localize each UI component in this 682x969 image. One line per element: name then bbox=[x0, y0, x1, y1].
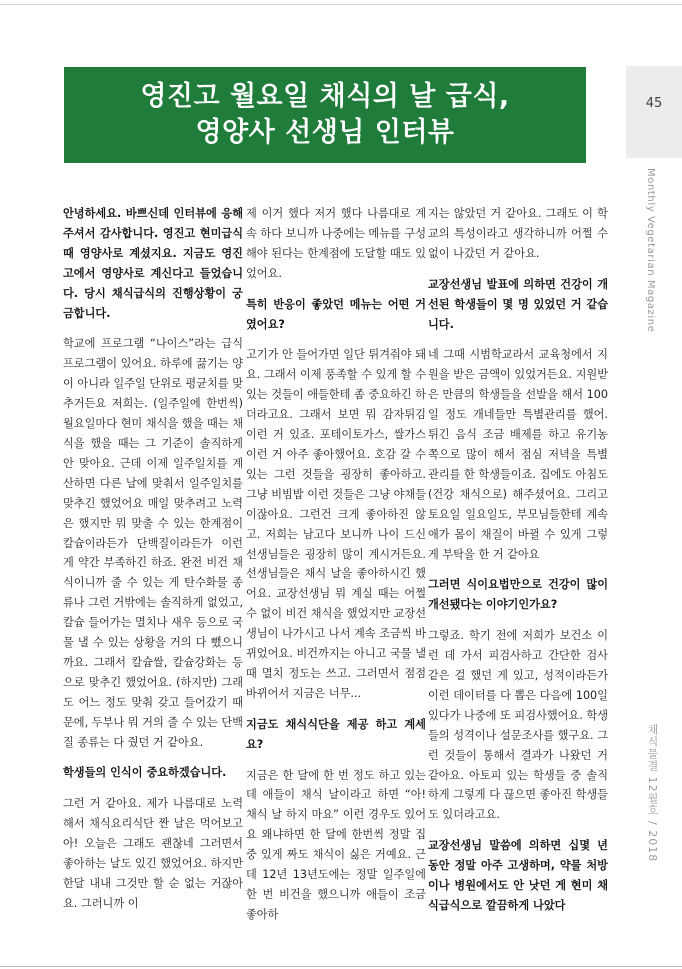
interview-question: 교장선생님 발표에 의하면 건강이 개선된 학생들이 몇 명 있었던 거 같습니다. bbox=[428, 277, 608, 331]
interview-answer: 그런 거 같아요. 제가 나름대로 노력해서 채식요리식단 짠 날은 먹어보고 아! 오늘은 그래도 괜찮네 그러면서 좋아하는 날도 있긴 했었어요. 하지만 한달 내내 그것만 할 순 없는 거잖아요. 그러니까 이 bbox=[63, 797, 243, 910]
interview-question: 지금도 채식식단을 제공 하고 계세요? bbox=[246, 717, 426, 751]
interview-answer: 고기가 안 들어가면 일단 튀겨줘야 돼요. 그래서 이제 풍족할 수 있게 할 수 있는 것들이 애들한테 좀 중요하긴 하더라고요. 그래서 보면 뭐 감자튀김 이런 거 있죠. 포테이토가스, 쌀가스 이런 거 아주 좋아했어요. 호감 갈 수 있는 그런 것들을 굉장히 좋아하고. 그냥 비빔밥 이런 것들은 그냥 야채들이잖아요. 그런건 크게 좋아하진 않고. 저희는 남고다 보니까 나이 드신 선생님들은 굉장히 많이 계시거든요. 선생님들은 채식 날을 좋아하시긴 했어요. 교장선생님 뭐 계실 때는 어쩔 수 없이 비건 채식을 했었지만 교장선생님이 나가시고 나서 계속 조금씩 바뀌었어요. 비건까지는 아니고 국물 낼 때 멸치 정도는 쓰고. 그러면서 점점 바뀌어서 지금은 너무... bbox=[246, 348, 426, 700]
text-column-3 bbox=[428, 204, 608, 927]
top-rule bbox=[0, 4, 682, 5]
article-title-banner bbox=[64, 67, 586, 163]
interview-question: 학생들의 인식이 중요하겠습니다. bbox=[63, 766, 227, 780]
article-title-line-1: 영진고 월요일 채식의 날 급식, bbox=[140, 81, 510, 112]
bottom-rule bbox=[0, 966, 682, 967]
interview-answer: 그렇죠. 학기 전에 저희가 보건소 이런 데 가서 피검사하고 간단한 검사 같은 걸 했던 게 있고, 성적이라든가 이런 데이터를 다 뽑은 다음에 100일 있다가 나중에 또 피검사했어요. 학생들의 성격이나 설문조사를 했구요. 그런 것들이 통해서 결과가 나왔던 거 같아요. 아토피 있는 학생들 중 솔직하게 그렇게 다 끊으면 좋아진 학생들도 있더라고요. bbox=[428, 629, 608, 822]
page-number: 45 bbox=[645, 96, 663, 111]
interview-answer: 학교에 프로그램 “나이스”라는 급식 프로그램이 있어요. 하루에 끓기는 양이 아니라 일주일 단위로 평균치를 맞추거든요 저희는. (일주일에 한번씩) 월요일마다 현미 채식을 했을 때는 채식을 했을 때는 그 기준이 솔직하게 안 맞아요. 근데 이제 일주일치를 계산하면 다른 날에 맞춰서 일주일치를 맞추긴 했었어요 매일 맞추려고 노력은 했지만 뭐 맞출 수 있는 한계점이 칼슘이라든가 단백질이라든가 이런 게 약간 부족하긴 하죠. 완전 비건 채식이니까 줄 수 있는 게 탄수화물 종류나 그런 거밖에는 솔직하게 없었고, 칼슘 들어가는 멸치나 새우 등으로 국물 낼 수 있는 상황을 거의 다 뺐으니까요. 그래서 칼슘쌀, 칼슘강화는 등으로 맞추긴 했었어요. (하지만) 그래도 어느 정도 맞춰 갖고 들어갔기 때문에, 두부나 뭐 거의 줄 수 있는 단백질 종류는 다 줬던 거 같아요. bbox=[63, 337, 243, 749]
issue-label: 채식물결 12월호 / 2018 bbox=[646, 724, 659, 863]
text-column-1 bbox=[63, 204, 243, 925]
magazine-name: Monthly Vegetarian Magazine bbox=[645, 168, 656, 333]
interview-answer: 네 그때 시범학교라서 교육청에서 지원을 받은 금액이 있었거든요. 지원받은 만큼의 학생들을 선발을 해서 100일 정도 개네들만 특별관리를 했어. 튀긴 음식 조금 배제를 하고 유기농 쪽으로 많이 해서 점심 저녁을 특별 관리를 한 학생들이죠. 집에도 아침도 (건강 채식으로) 해주셨어요. 그리고 토요일 일요일도, 부모님들한테 계속 애가 몸이 채질이 바뀔 수 있게 그렇게 부탁을 한 거 같아요 bbox=[428, 348, 608, 561]
article-title-line-2: 영양사 선생님 인터뷰 bbox=[195, 117, 455, 148]
interview-answer: 지금은 한 달에 한 번 정도 하고 있는데 애들이 채식 날이라고 하면 “아! 채식 날 하지 마요” 이런 경우도 있어요 왜냐하면 한 달에 한번씩 정말 집중 있게 짜도 채식이 싫은 거예요. 근데 12년 13년도에는 정말 일주일에 한 번 비건을 했으니까 애들이 조금 좋아하 bbox=[246, 768, 426, 921]
page-tab bbox=[626, 66, 682, 158]
interview-question: 그러면 식이요법만으로 건강이 많이 개선됐다는 이야기인가요? bbox=[428, 578, 608, 612]
interview-answer: 지는 않았던 거 같아요. 그래도 이 학교의 특성이라고 생각하니까 어쩔 수 없이 나갔던 거 같아요. bbox=[428, 207, 608, 260]
interview-question: 교장선생님 말씀에 의하면 십몇 년 동안 정말 아주 고생하며, 약물 처방이나 병원에서도 안 낫던 게 현미 채식급식으로 깔끔하게 나았다 bbox=[428, 839, 608, 912]
interview-answer: 제 이거 했다 저거 했다 나름대로 계속 하다 보니까 나중에는 메뉴를 구성해야 된다는 한계점에 도달할 때도 있었어요. bbox=[246, 207, 426, 280]
interview-question: 안녕하세요. 바쁘신데 인터뷰에 응해 주셔서 감사합니다. 영진고 현미급식때 영양사로 계셨지요. 지금도 영진고에서 영양사로 계신다고 들었습니다. 당시 채식급식의 진행상황이 궁금합니다. bbox=[63, 207, 243, 320]
text-column-2 bbox=[246, 204, 426, 936]
interview-question: 특히 반응이 좋았던 메뉴는 어떤 거였어요? bbox=[246, 297, 426, 331]
